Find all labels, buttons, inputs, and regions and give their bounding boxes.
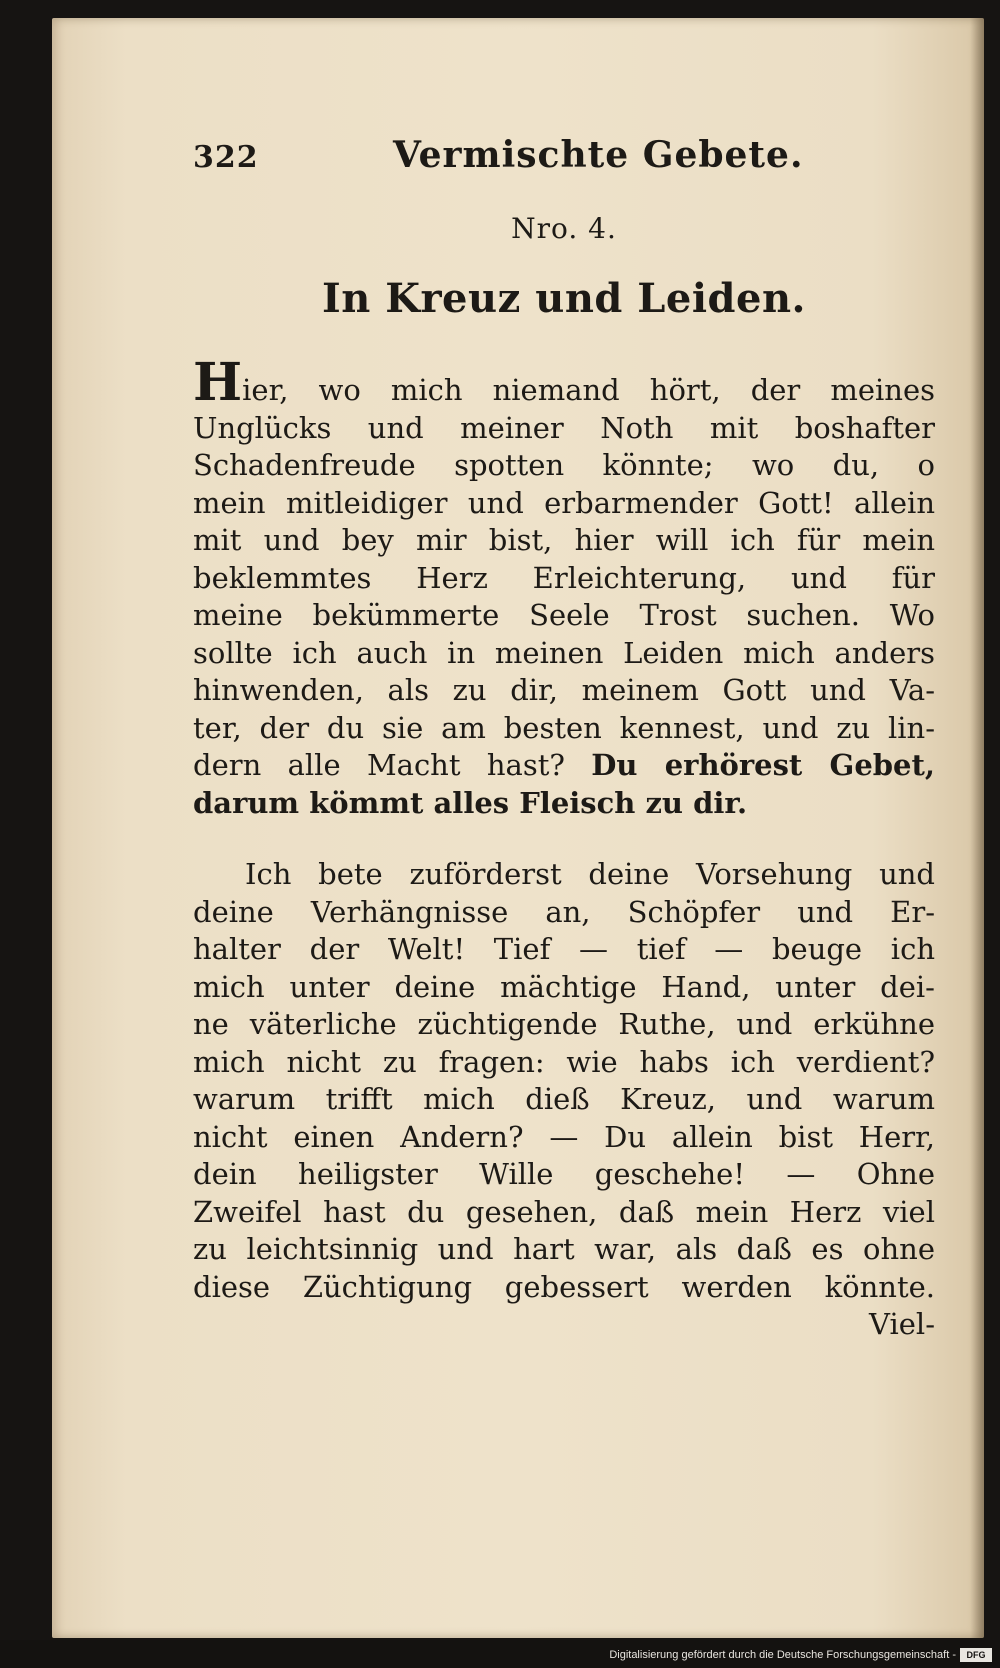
text-block [193,126,935,1343]
prayer-number: Nro. 4. [511,212,617,245]
paragraph-line: warum trifft mich dieß Kreuz, und warum [193,1082,935,1116]
drop-cap: H [193,352,243,413]
paragraph-line: meine bekümmerte Seele Trost suchen. Wo [193,598,935,632]
running-head: Vermischte Gebete. [393,134,804,176]
paragraph-line: hinwenden, als zu dir, meinem Gott und Va- [193,673,935,707]
paragraph-line: halter der Welt! Tief — tief — beuge ich [193,932,935,966]
paragraph-line: Unglücks und meiner Noth mit boshafter [193,410,935,445]
paragraph-line: mich unter deine mächtige Hand, unter dei- [193,969,935,1004]
footer-credit: Digitalisierung gefördert durch die Deutsche Forschungsgemeinschaft - [609,1649,956,1661]
line-text: ier, wo mich niemand hört, der meines [242,373,935,407]
prayer-title: In Kreuz und Leiden. [322,275,806,322]
paragraph-line: mich nicht zu fragen: wie habs ich verdient? [193,1044,935,1079]
paragraph-line [193,352,935,413]
paragraph-line: darum kömmt alles Fleisch zu dir. [193,785,748,820]
dfg-logo-icon: DFG [960,1648,992,1662]
paragraph-line: Zweifel hast du gesehen, daß mein Herz viel [193,1194,935,1229]
paragraph-line: nicht einen Andern? — Du allein bist Herr, [193,1119,935,1154]
paragraph-line [193,747,935,785]
paragraph-line: mit und bey mir bist, hier will ich für mein [193,523,935,557]
footer-bar [0,1640,1000,1668]
emphasized-text: Du erhörest Gebet, [591,748,935,782]
paragraph-line: dein heiligster Wille geschehe! — Ohne [193,1157,935,1191]
paragraph-line: Schadenfreude spotten könnte; wo du, o [193,448,935,482]
page-gutter-shadow [970,18,984,1638]
paragraph-line: sollte ich auch in meinen Leiden mich anders [193,635,935,670]
page-number: 322 [193,140,259,175]
paragraph-line: mein mitleidiger und erbarmender Gott! allein [193,485,935,520]
paragraph-line: deine Verhängnisse an, Schöpfer und Er- [193,894,935,929]
catchword: Viel- [869,1307,935,1341]
paragraph-2 [193,856,935,1306]
paragraph-1 [193,352,935,822]
page-header [193,126,935,182]
line-text: dern alle Macht hast? [193,748,592,782]
paragraph-line: beklemmtes Herz Erleichterung, und für [193,560,935,595]
paragraph-line: ne väterliche züchtigende Ruthe, und erkühne [193,1007,935,1041]
paragraph-line: Ich bete zuförderst deine Vorsehung und [245,857,935,891]
paragraph-line: zu leichtsinnig und hart war, als daß es ohne [193,1232,935,1266]
paragraph-line: ter, der du sie am besten kennest, und zu lin- [193,710,935,745]
book-page [52,18,984,1638]
paragraph-line: diese Züchtigung gebessert werden könnte. [193,1269,935,1304]
